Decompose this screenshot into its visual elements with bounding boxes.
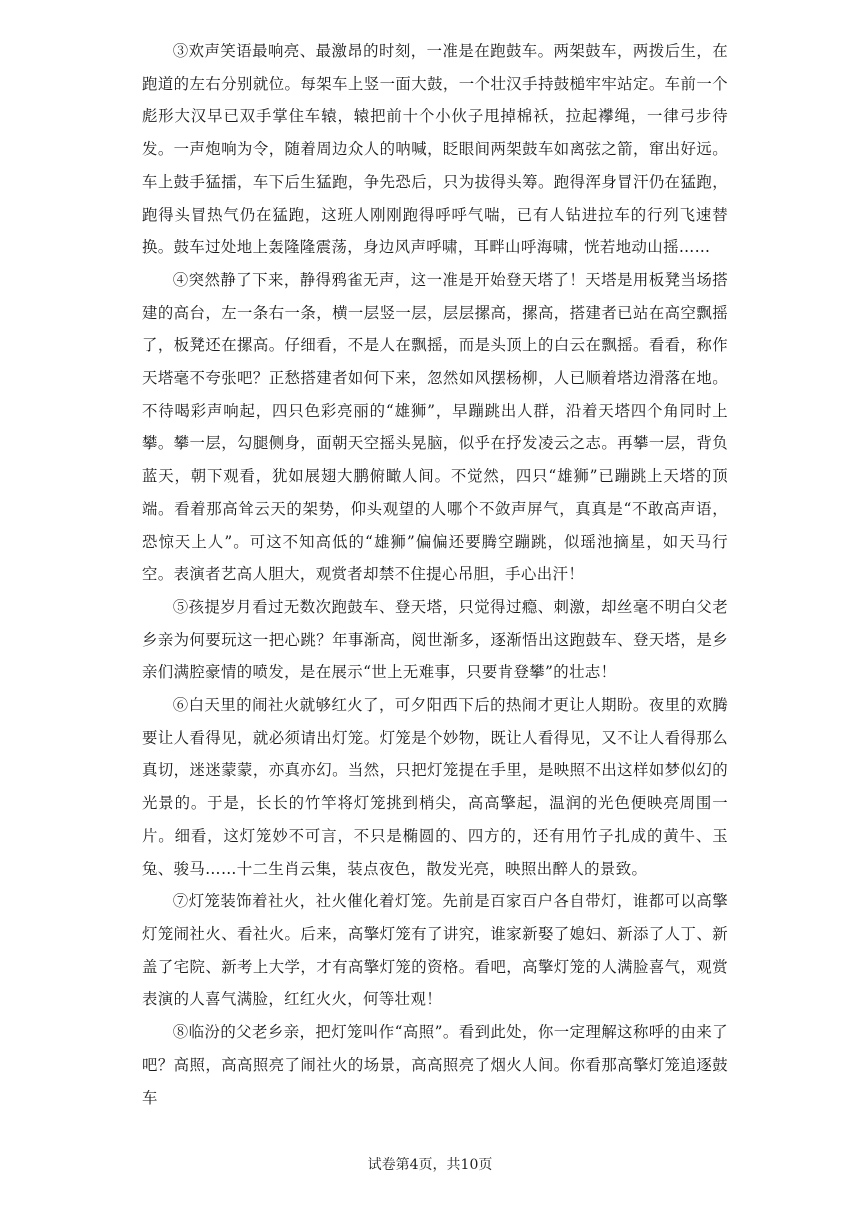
paragraph-6: ⑥白天里的闹社火就够红火了，可夕阳西下后的热闹才更让人期盼。夜里的欢腾要让人看得见，就必须请出灯笼。灯笼是个妙物，既让人看得见，又不让人看得那么真切，迷迷蒙蒙，亦真亦幻。当然，只把灯笼提在手里，是映照不出这样如梦似幻的光景的。于是，长长的竹竿将灯笼挑到梢尖，高高擎起，温润的光色便映亮周围一片。细看，这灯笼妙不可言，不只是椭圆的、四方的，还有用竹子扎成的黄牛、玉兔、骏马……十二生肖云集，装点夜色，散发光亮，映照出醉人的景致。: [142, 696, 728, 878]
paragraph-7: ⑦灯笼装饰着社火，社火催化着灯笼。先前是百家百户各自带灯，谁都可以高擎灯笼闹社火、看社火。后来，高擎灯笼有了讲究，谁家新娶了媳妇、新添了人丁、新盖了宅院、新考上大学，才有高擎灯笼的资格。看吧，高擎灯笼的人满脸喜气，观赏表演的人喜气满脸，红红火火，何等壮观！: [142, 892, 728, 1009]
paragraph-4: ④突然静了下来，静得鸦雀无声，这一准是开始登天塔了！天塔是用板凳当场搭建的高台，左一条右一条，横一层竖一层，层层摞高，摞高，搭建者已站在高空飘摇了，板凳还在摞高。仔细看，不是人在飘摇，而是头顶上的白云在飘摇。看看，称作天塔毫不夸张吧？正愁搭建者如何下来，忽然如风摆杨柳，人已顺着塔边滑落在地。不待喝彩声响起，四只色彩亮丽的“雄狮”，早蹦跳出人群，沿着天塔四个角同时上攀。攀一层，勾腿侧身，面朝天空摇头晃脑，似乎在抒发凌云之志。再攀一层，背负蓝天，朝下观看，犹如展翅大鹏俯瞰人间。不觉然，四只“雄狮”已蹦跳上天塔的顶端。看着那高耸云天的架势，仰头观望的人哪个不敛声屏气，真真是“不敢高声语，恐惊天上人”。可这不知高低的“雄狮”偏偏还要腾空蹦跳，似瑶池摘星，如天马行空。表演者艺高人胆大，观赏者却禁不住提心吊胆，手心出汗！: [142, 270, 728, 584]
paragraph-5: ⑤孩提岁月看过无数次跑鼓车、登天塔，只觉得过瘾、刺激，却丝毫不明白父老乡亲为何要玩这一把心跳？年事渐高，阅世渐多，逐渐悟出这跑鼓车、登天塔，是乡亲们满腔豪情的喷发，是在展示“世上无难事，只要肯登攀”的壮志！: [142, 597, 728, 682]
paragraph-8: ⑧临汾的父老乡亲，把灯笼叫作“高照”。看到此处，你一定理解这称呼的由来了吧？高照，高高照亮了闹社火的场景，高高照亮了烟火人间。你看那高擎灯笼追逐鼓车: [142, 1023, 728, 1107]
page-footer: 试卷第4页，共10页: [367, 1157, 493, 1173]
paragraph-3: ③欢声笑语最响亮、最激昂的时刻，一准是在跑鼓车。两架鼓车，两拨后生，在跑道的左右分别就位。每架车上竖一面大鼓，一个壮汉手持鼓槌牢牢站定。车前一个彪形大汉早已双手掌住车辕，辕把前十个小伙子甩掉棉袄，拉起襻绳，一律弓步待发。一声炮响为令，随着周边众人的呐喊，眨眼间两架鼓车如离弦之箭，窜出好远。车上鼓手猛擂，车下后生猛跑，争先恐后，只为拔得头筹。跑得浑身冒汗仍在猛跑，跑得头冒热气仍在猛跑，这班人刚刚跑得呼呼气喘，已有人钻进拉车的行列飞速替换。鼓车过处地上轰隆隆震荡，身边风声呼啸，耳畔山呼海啸，恍若地动山摇……: [142, 42, 728, 257]
article-body: [142, 35, 728, 1114]
